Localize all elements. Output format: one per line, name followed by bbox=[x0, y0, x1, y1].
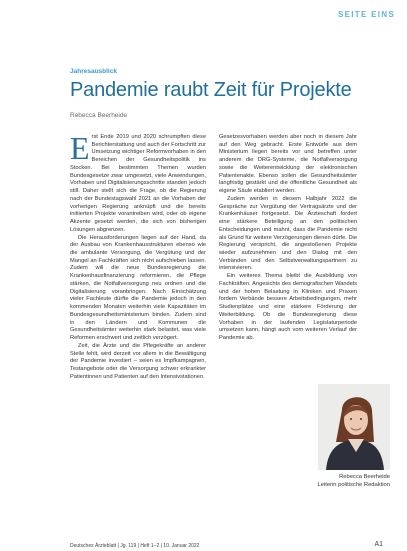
drop-cap: E bbox=[70, 130, 90, 166]
article-author: Rebecca Beerheide bbox=[70, 112, 128, 119]
article-kicker: Jahresausblick bbox=[70, 68, 117, 75]
article-column-1 bbox=[70, 130, 206, 382]
paragraph: Zeit, die Ärzte und die Pflegekräfte an anderer Stelle fehlt, wird derzeit vor allem in die Bewältigung der Pandemie investiert – seien es Impfkampagnen, Testangebote oder die Versorgung schwer erkrankter Patientinnen und Patienten auf den Intensivstationen. bbox=[70, 342, 206, 380]
paragraph: Gesetzesvorhaben werden aber noch in diesem Jahr auf den Weg gebracht. Erste Entwürfe aus dem Ministerium liegen bereits vor und betreffen unter anderem die DRG-Systeme, die Notfallversorgung sowie die Weiterentwicklung der elektronischen Patientenakte. Ebenso sollen die Gesundheitsämter langfristig gestärkt und die öffentliche Gesundheit als eigene Säule etabliert werden. bbox=[219, 134, 357, 195]
paragraph: Ein weiteres Thema bleibt die Ausbildung von Fachkräften. Angesichts des demografischen Wandels und der hohen Belastung in Kliniken und Praxen fordern Verbände bessere Arbeitsbedingungen, mehr Studienplätze und eine stärkere Förderung der Weiterbildung. Ob die Bundesregierung diese Vorhaben in der laufenden Legislaturperiode umsetzen kann, hängt auch vom weiteren Verlauf der Pandemie ab. bbox=[219, 273, 357, 342]
paragraph: Die Herausforderungen liegen auf der Hand, da der Ausbau von Krankenhausstrukturen ebenso wie die ambulante Versorgung, die Vergütung und der Mangel an Fachkräften sich nicht aufschieben lassen. Zudem will die neue Bundesregierung die Krankenhausfinanzierung reformieren, die Pflege stärken, die Notfallversorgung neu ordnen und die Digitalisierung voranbringen. Nach Einschätzung vieler Fachleute dürfte die Pandemie jedoch in den kommenden Monaten weiterhin viele Kapazitäten im Bundesgesundheitsministerium binden. Zudem sind in den Ländern und Kommunen die Gesundheitsämter weiterhin stark belastet, was viele Reformen erschwert und zeitlich verzögert. bbox=[70, 234, 206, 342]
portrait-image bbox=[318, 384, 390, 470]
page-number: A1 bbox=[374, 541, 383, 548]
photo-caption-name: Rebecca Beerheide bbox=[339, 474, 390, 480]
author-photo bbox=[318, 384, 390, 470]
article-headline: Pandemie raubt Zeit für Projekte bbox=[70, 79, 352, 101]
paragraph: Erst Ende 2019 und 2020 schrumpften diese Berichterstattung und auch der Fortschritt zur Umsetzung wichtiger Reformvorhaben in den Bereichen der Gesundheitspolitik ins Stocken. Bei bestimmten Themen wurden Bundesgesetze zwar umgesetzt, viele Anwendungen, Vorhaben und Digitalisierungsschritte standen jedoch still. Daher stellt sich die Frage, ob die Regierung nach der Bundestagswahl 2021 an die Vorhaben der vorherigen Regierung anknüpft und die bereits initiierten Projekte vorantreiben wird, oder ob eigene Akzente gesetzt werden, die sich von bisherigen Lösungen abgrenzen. bbox=[70, 130, 206, 233]
photo-caption-role: Leiterin politische Redaktion bbox=[317, 482, 390, 488]
section-label: SEITE EINS bbox=[337, 10, 395, 19]
page-footer: Deutsches Ärzteblatt | Jg. 119 | Heft 1–2 | 10. Januar 2022 bbox=[70, 543, 200, 549]
paragraph: Zudem werden in diesem Halbjahr 2022 die Gespräche zur Vergütung der Vertragsärzte und der Krankenhäuser fortgesetzt. Die Ärzteschaft fordert eine stärkere Beteiligung an den politischen Entscheidungen und mahnt, dass die Pandemie nicht als Grund für weitere Verzögerungen dienen dürfe. Die Regierung verspricht, die angestoßenen Projekte wieder aufzunehmen und den Dialog mit den Verbänden und den Selbstverwaltungspartnern zu intensivieren. bbox=[219, 195, 357, 272]
article-column-2 bbox=[219, 134, 357, 343]
